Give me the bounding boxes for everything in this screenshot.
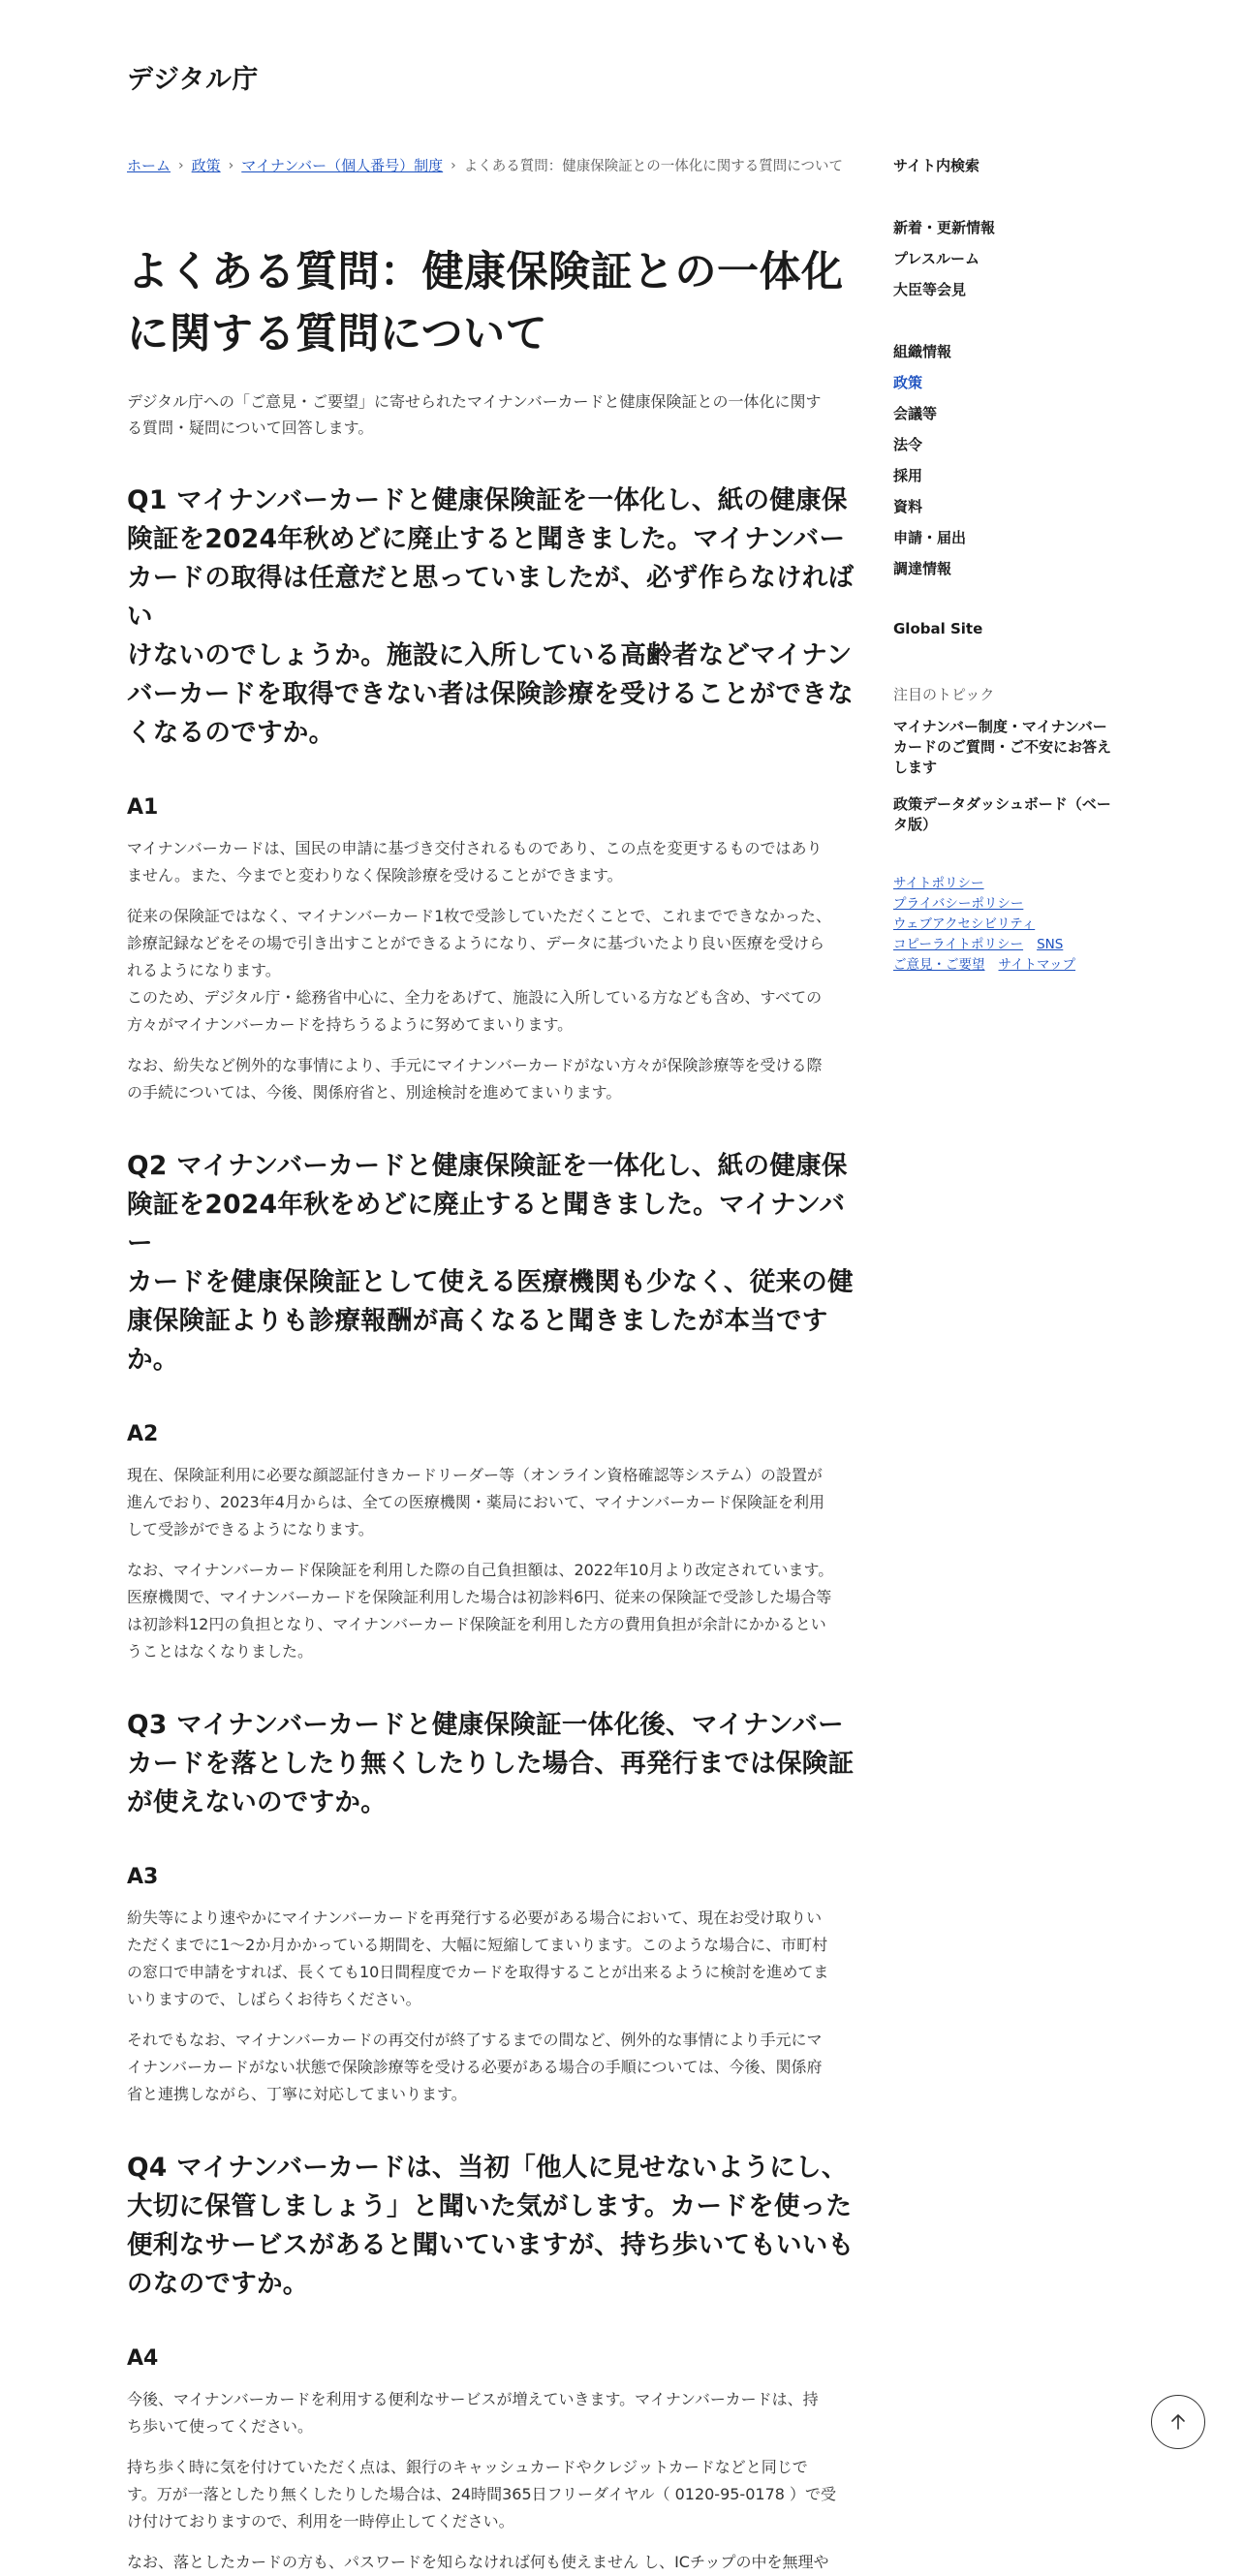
answer-1-label: A1: [127, 795, 159, 820]
q-line: カードの取得は任意だと思っていましたが、必ず作らなければい: [127, 563, 855, 632]
sidebar-item-applications[interactable]: 申請・届出: [893, 529, 967, 546]
answer-3-label: A3: [127, 1865, 159, 1889]
para-line: それでもなお、マイナンバーカードの再交付が終了するまでの間など、例外的な事情により手元にマ: [127, 2031, 823, 2049]
site-logo[interactable]: デジタル庁: [127, 65, 259, 95]
site-search-link[interactable]: サイト内検索: [893, 157, 980, 174]
q-line: Q4 マイナンバーカードは、当初「他人に見せないようにし、: [127, 2153, 848, 2183]
topic-line: カードのご質問・ご不安にお答え: [893, 738, 1112, 756]
topic-line: 政策データダッシュボード（ベー: [893, 795, 1111, 813]
para-line: 医療機関で、マイナンバーカードを保険証利用した場合は初診料6円、従来の保険証で受診した場合等: [127, 1588, 832, 1606]
answer-1-paragraph: [127, 903, 863, 1039]
q-line: Q1 マイナンバーカードと健康保険証を一体化し、紙の健康保: [127, 485, 848, 515]
para-line: このため、デジタル庁・総務省中心に、全力をあげて、施設に入所している方なども含め、すべての: [127, 988, 823, 1007]
q-line: 険証を2024年秋めどに廃止すると聞きました。マイナンバー: [127, 524, 846, 554]
sidebar-item-recruit[interactable]: 採用: [893, 467, 923, 484]
lead-line: デジタル庁への「ご意見・ご要望」に寄せられたマイナンバーカードと健康保険証との一体化に関す: [127, 392, 822, 411]
breadcrumb: [127, 155, 863, 175]
para-line: 診療記録などをその場で引き出すことができるようになり、データに基づいたより良い医療を受けら: [127, 934, 825, 952]
breadcrumb-mynumber[interactable]: マイナンバー（個人番号）制度: [241, 157, 444, 174]
sidebar-item-news[interactable]: 新着・更新情報: [893, 219, 996, 236]
para-line: イナンバーカードがない状態で保険診療等を受ける必要がある場合の手順については、今後、関係府: [127, 2058, 823, 2076]
para-line: す。万が一落としたり無くしたりした場合は、24時間365日フリーダイヤル（ 0120-95-0178 ）で受: [127, 2485, 837, 2503]
sidebar-item-organization[interactable]: 組織情報: [893, 343, 952, 360]
q-line: 険証を2024年秋をめどに廃止すると聞きました。マイナンバー: [127, 1190, 846, 1258]
privacy-policy-link[interactable]: プライバシーポリシー: [893, 896, 1024, 912]
sidebar-item-documents[interactable]: 資料: [893, 498, 923, 515]
web-accessibility-link[interactable]: ウェブアクセシビリティ: [893, 916, 1036, 932]
answer-1-paragraph: [127, 835, 863, 889]
sns-link[interactable]: SNS: [1037, 937, 1064, 952]
q-line: カードを健康保険証として使える医療機関も少なく、従来の健: [127, 1267, 854, 1297]
para-line: ません。また、今までと変わりなく保険診療を受けることができます。: [127, 866, 623, 885]
main-content: [127, 155, 863, 2576]
para-line: ち歩いて使ってください。: [127, 2417, 314, 2436]
para-line: 従来の保険証ではなく、マイナンバーカード1枚で受診していただくことで、これまでできなかった、: [127, 907, 831, 925]
page-title-line: よくある質問：健康保険証との一体化: [127, 248, 844, 296]
sidebar-item-laws[interactable]: 法令: [893, 436, 923, 453]
arrow-up-icon: [1167, 2411, 1189, 2433]
chevron-right-icon: ›: [228, 157, 234, 173]
chevron-right-icon: ›: [451, 157, 456, 173]
answer-2-paragraph: [127, 1557, 863, 1665]
answer-3-paragraph: [127, 1905, 863, 2013]
question-4: [127, 2149, 863, 2304]
q-line: のなのですか。: [127, 2269, 309, 2299]
answer-3-paragraph: [127, 2027, 863, 2108]
copyright-policy-link[interactable]: コピーライトポリシー: [893, 937, 1024, 952]
para-line: なお、マイナンバーカード保険証を利用した際の自己負担額は、2022年10月より改定されています。: [127, 1561, 834, 1579]
para-line: 持ち歩く時に気を付けていただく点は、銀行のキャッシュカードやクレジットカードなどと同じで: [127, 2458, 808, 2476]
sidebar-item-conference[interactable]: 大臣等会見: [893, 281, 967, 298]
site-policy-link[interactable]: サイトポリシー: [893, 876, 984, 891]
question-1: [127, 481, 863, 753]
answer-2-paragraph: [127, 1462, 863, 1543]
topic-line: します: [893, 759, 938, 776]
answer-1-paragraph: [127, 1052, 863, 1106]
para-line: なお、落としたカードの方も、パスワードを知らなければ何も使えません し、ICチップの中を無理や: [127, 2553, 829, 2571]
sidebar-item-press[interactable]: プレスルーム: [893, 250, 980, 267]
q-line: か。: [127, 1345, 179, 1375]
question-2: [127, 1147, 863, 1380]
chevron-right-icon: ›: [178, 157, 184, 173]
sidebar-item-meetings[interactable]: 会議等: [893, 405, 938, 422]
sidebar-item-policy[interactable]: 政策: [893, 374, 923, 391]
scroll-to-top-button[interactable]: [1151, 2395, 1205, 2449]
topic-line: マイナンバー制度・マイナンバー: [893, 718, 1107, 735]
topic-line: タ版）: [893, 816, 938, 833]
breadcrumb-policy[interactable]: 政策: [191, 157, 221, 174]
answer-4-paragraph: [127, 2549, 863, 2576]
question-3: [127, 1706, 863, 1822]
q-line: 便利なサービスがあると聞いていますが、持ち歩いてもいいも: [127, 2230, 855, 2260]
page-title: [127, 241, 863, 365]
para-line: 方々がマイナンバーカードを持ちうるように努めてまいります。: [127, 1015, 574, 1034]
para-line: 現在、保険証利用に必要な顔認証付きカードリーダー等（オンライン資格確認等システム）の設置が: [127, 1466, 823, 1484]
para-line: うことはなくなりました。: [127, 1642, 314, 1660]
para-line: は初診料12円の負担となり、マイナンバーカード保険証を利用した方の費用負担が余計にかかるとい: [127, 1615, 826, 1633]
sitemap-link[interactable]: サイトマップ: [998, 957, 1076, 973]
answer-2-label: A2: [127, 1422, 159, 1446]
answer-4-paragraph: [127, 2386, 863, 2440]
answer-4-paragraph: [127, 2454, 863, 2535]
breadcrumb-home[interactable]: ホーム: [127, 157, 171, 174]
para-line: 紛失等により速やかにマイナンバーカードを再発行する必要がある場合において、現在お受け取りい: [127, 1909, 823, 1927]
answer-4-label: A4: [127, 2346, 159, 2371]
para-line: の窓口で申請をすれば、長くても10日間程度でカードを取得することが出来るように検討を進めてま: [127, 1963, 829, 1981]
topic-dashboard[interactable]: [893, 794, 1116, 835]
lead-text: [127, 388, 863, 441]
para-line: して受診ができるようになります。: [127, 1520, 374, 1538]
q-line: 康保険証よりも診療報酬が高くなると聞きましたが本当です: [127, 1306, 828, 1336]
topics-label: 注目のトピック: [893, 686, 995, 703]
global-site-link[interactable]: Global Site: [893, 620, 983, 637]
footer-links: [893, 874, 1089, 976]
q-line: くなるのですか。: [127, 718, 335, 748]
q-line: バーカードを取得できない者は保険診療を受けることができな: [127, 679, 854, 709]
para-line: マイナンバーカードは、国民の申請に基づき交付されるものであり、この点を変更するものではあり: [127, 839, 823, 857]
q-line: が使えないのですか。: [127, 1787, 387, 1817]
para-line: ただくまでに1～2か月かかっている期間を、大幅に短縮してまいります。このような場合に、市町村: [127, 1936, 828, 1954]
page-title-line: に関する質問について: [127, 310, 548, 358]
q-line: 大切に保管しましょう」と聞いた気がします。カードを使った: [127, 2191, 853, 2221]
para-line: いりますので、しばらくお待ちください。: [127, 1990, 421, 2008]
q-line: カードを落としたり無くしたりした場合、再発行までは保険証: [127, 1749, 855, 1779]
para-line: れるようになります。: [127, 961, 281, 979]
para-line: 進んでおり、2023年4月からは、全ての医療機関・薬局において、マイナンバーカード保険証を利用: [127, 1493, 825, 1511]
lead-line: る質問・疑問について回答します。: [127, 419, 374, 437]
para-line: 今後、マイナンバーカードを利用する便利なサービスが増えていきます。マイナンバーカードは、持: [127, 2390, 819, 2408]
para-line: 省と連携しながら、丁寧に対応してまいります。: [127, 2085, 467, 2103]
topic-mynumber[interactable]: [893, 717, 1116, 778]
para-line: け付けておりますので、利用を一時停止してください。: [127, 2512, 514, 2530]
feedback-link[interactable]: ご意見・ご要望: [893, 957, 985, 973]
sidebar-item-procurement[interactable]: 調達情報: [893, 560, 952, 577]
breadcrumb-current: よくある質問：健康保険証との一体化に関する質問について: [463, 159, 843, 174]
q-line: けないのでしょうか。施設に入所している高齢者などマイナン: [127, 640, 853, 670]
q-line: Q3 マイナンバーカードと健康保険証一体化後、マイナンバー: [127, 1710, 844, 1740]
q-line: Q2 マイナンバーカードと健康保険証を一体化し、紙の健康保: [127, 1151, 848, 1181]
para-line: なお、紛失など例外的な事情により、手元にマイナンバーカードがない方々が保険診療等を受ける際: [127, 1056, 823, 1074]
para-line: の手続については、今後、関係府省と、別途検討を進めてまいります。: [127, 1083, 622, 1102]
